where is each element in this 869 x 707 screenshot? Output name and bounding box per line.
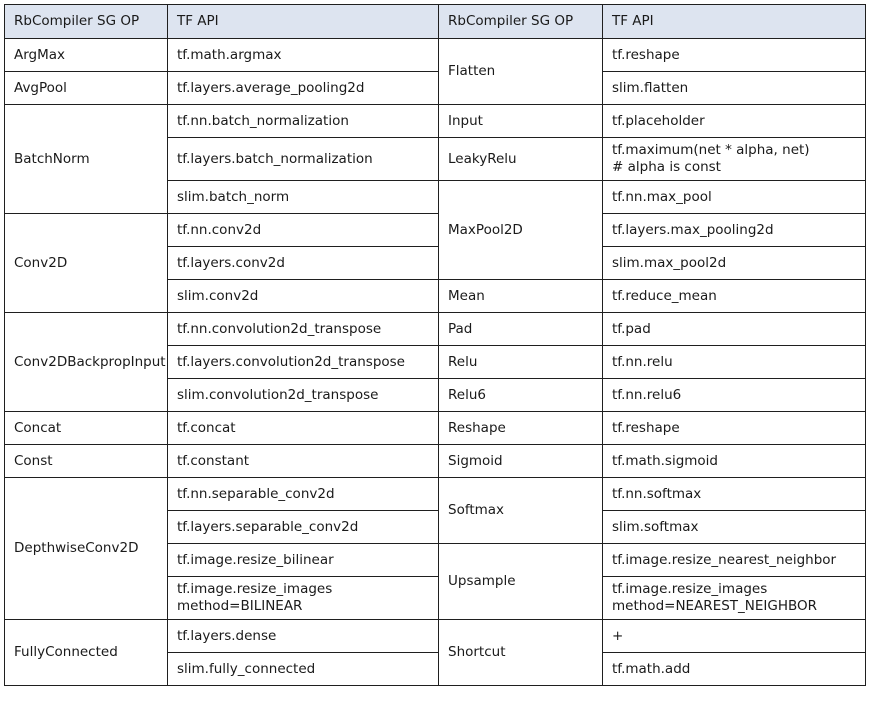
- op-cell: Conv2DBackpropInput: [5, 313, 168, 412]
- api-cell: slim.max_pool2d: [603, 247, 866, 280]
- table-row: [5, 39, 866, 72]
- api-cell: tf.layers.conv2d: [168, 247, 439, 280]
- api-cell: tf.nn.max_pool: [603, 181, 866, 214]
- op-cell: ArgMax: [5, 39, 168, 72]
- api-cell: tf.nn.batch_normalization: [168, 105, 439, 138]
- api-cell: tf.concat: [168, 412, 439, 445]
- op-cell: MaxPool2D: [439, 181, 603, 280]
- op-cell: LeakyRelu: [439, 138, 603, 181]
- api-cell: tf.nn.convolution2d_transpose: [168, 313, 439, 346]
- api-cell: tf.nn.relu6: [603, 379, 866, 412]
- api-cell: tf.layers.batch_normalization: [168, 138, 439, 181]
- api-cell: slim.flatten: [603, 72, 866, 105]
- api-cell: tf.math.sigmoid: [603, 445, 866, 478]
- api-cell: tf.layers.average_pooling2d: [168, 72, 439, 105]
- api-cell: slim.convolution2d_transpose: [168, 379, 439, 412]
- op-cell: Reshape: [439, 412, 603, 445]
- table-row: [5, 105, 866, 138]
- api-cell: +: [603, 620, 866, 653]
- api-cell: tf.image.resize_nearest_neighbor: [603, 544, 866, 577]
- op-cell: Concat: [5, 412, 168, 445]
- op-cell: DepthwiseConv2D: [5, 478, 168, 620]
- op-cell: Pad: [439, 313, 603, 346]
- op-cell: Upsample: [439, 544, 603, 620]
- api-cell: tf.placeholder: [603, 105, 866, 138]
- api-cell: slim.fully_connected: [168, 653, 439, 686]
- api-cell: tf.maximum(net * alpha, net) # alpha is const: [603, 138, 866, 181]
- api-cell: tf.math.add: [603, 653, 866, 686]
- op-cell: Relu6: [439, 379, 603, 412]
- table-row: [5, 620, 866, 653]
- api-cell: slim.softmax: [603, 511, 866, 544]
- op-mapping-table: [4, 4, 866, 686]
- api-cell: tf.image.resize_images method=NEAREST_NEIGHBOR: [603, 577, 866, 620]
- api-cell: tf.reduce_mean: [603, 280, 866, 313]
- api-cell: tf.nn.separable_conv2d: [168, 478, 439, 511]
- table-row: [5, 214, 866, 247]
- table-row: [5, 412, 866, 445]
- api-cell: tf.nn.conv2d: [168, 214, 439, 247]
- table-row: [5, 313, 866, 346]
- table-row: [5, 445, 866, 478]
- table-row: [5, 72, 866, 105]
- op-cell: Softmax: [439, 478, 603, 544]
- api-cell: tf.reshape: [603, 412, 866, 445]
- header-sg-op-right: RbCompiler SG OP: [439, 5, 603, 39]
- api-cell: tf.reshape: [603, 39, 866, 72]
- header-row: [5, 5, 866, 39]
- api-cell: tf.math.argmax: [168, 39, 439, 72]
- header-tf-api-right: TF API: [603, 5, 866, 39]
- api-cell: slim.conv2d: [168, 280, 439, 313]
- api-cell: tf.layers.convolution2d_transpose: [168, 346, 439, 379]
- op-cell: Mean: [439, 280, 603, 313]
- api-cell: tf.image.resize_images method=BILINEAR: [168, 577, 439, 620]
- api-cell: slim.batch_norm: [168, 181, 439, 214]
- header-tf-api-left: TF API: [168, 5, 439, 39]
- api-cell: tf.pad: [603, 313, 866, 346]
- table-row: [5, 478, 866, 511]
- op-cell: Input: [439, 105, 603, 138]
- api-cell: tf.image.resize_bilinear: [168, 544, 439, 577]
- op-cell: Shortcut: [439, 620, 603, 686]
- api-cell: tf.nn.relu: [603, 346, 866, 379]
- api-cell: tf.layers.max_pooling2d: [603, 214, 866, 247]
- op-cell: AvgPool: [5, 72, 168, 105]
- api-cell: tf.nn.softmax: [603, 478, 866, 511]
- op-cell: Sigmoid: [439, 445, 603, 478]
- op-cell: BatchNorm: [5, 105, 168, 214]
- api-cell: tf.layers.dense: [168, 620, 439, 653]
- api-cell: tf.constant: [168, 445, 439, 478]
- api-cell: tf.layers.separable_conv2d: [168, 511, 439, 544]
- op-cell: Const: [5, 445, 168, 478]
- header-sg-op-left: RbCompiler SG OP: [5, 5, 168, 39]
- op-cell: FullyConnected: [5, 620, 168, 686]
- op-cell: Relu: [439, 346, 603, 379]
- op-cell: Flatten: [439, 39, 603, 105]
- op-cell: Conv2D: [5, 214, 168, 313]
